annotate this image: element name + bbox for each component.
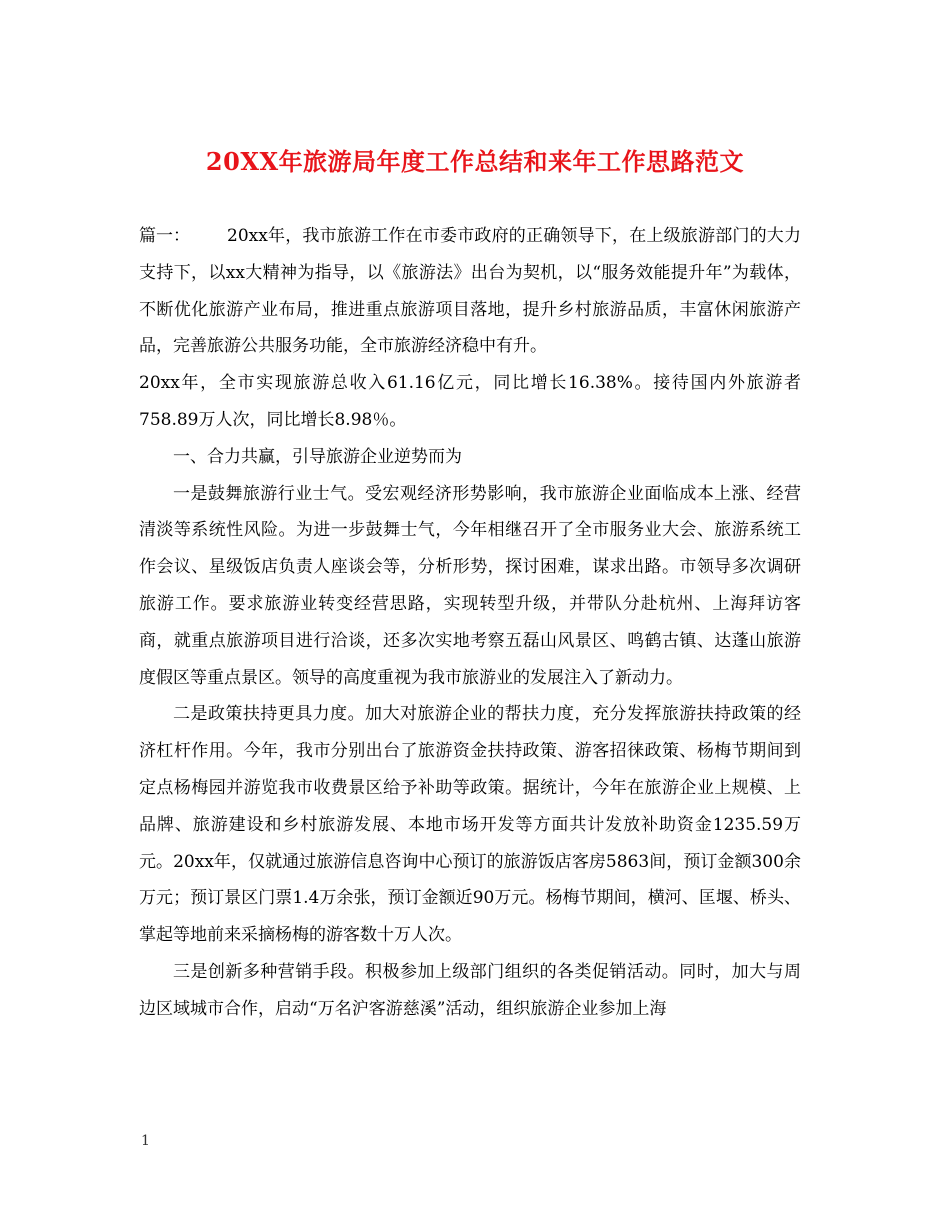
paragraph-5: 三是创新多种营销手段。积极参加上级部门组织的各类促销活动。同时，加大与周边区域城市合作，启动“万名沪客游慈溪”活动，组织旅游企业参加上海 [139, 961, 801, 1019]
paragraph-intro [139, 218, 801, 365]
document-body [139, 218, 801, 1028]
section-heading-1: 一、合力共赢，引导旅游企业逆势而为 [173, 446, 462, 467]
page-number: 1 [141, 1133, 150, 1149]
intro-label: 篇一： [139, 226, 190, 246]
paragraph-4: 二是政策扶持更具力度。加大对旅游企业的帮扶力度，充分发挥旅游扶持政策的经济杠杆作用。今年，我市分别出台了旅游资金扶持政策、游客招徕政策、杨梅节期间到定点杨梅园并游览我市收费景区给予补助等政策。据统计，今年在旅游企业上规模、上品牌、旅游建设和乡村旅游发展、本地市场开发等方面共计发放补助资金1235.59万元。20xx年，仅就通过旅游信息咨询中心预订的旅游饭店客房5863间，预订金额300余万元；预订景区门票1.4万余张，预订金额近90万元。杨梅节期间，横河、匡堰、桥头、掌起等地前来采摘杨梅的游客数十万人次。 [139, 704, 801, 946]
paragraph-2: 20xx年，全市实现旅游总收入61.16亿元，同比增长16.38%。接待国内外旅游者758.89万人次，同比增长8.98％。 [139, 373, 801, 430]
paragraph-1-text: 20xx年，我市旅游工作在市委市政府的正确领导下，在上级旅游部门的大力支持下，以xx大精神为指导，以《旅游法》出台为契机，以“服务效能提升年”为载体，不断优化旅游产业布局，推进重点旅游项目落地，提升乡村旅游品质，丰富休闲旅游产品，完善旅游公共服务功能，全市旅游经济稳中有升。 [139, 226, 801, 357]
document-title: 20XX年旅游局年度工作总结和来年工作思路范文 [205, 147, 745, 176]
paragraph-3: 一是鼓舞旅游行业士气。受宏观经济形势影响，我市旅游企业面临成本上涨、经营清淡等系统性风险。为进一步鼓舞士气，今年相继召开了全市服务业大会、旅游系统工作会议、星级饭店负责人座谈会等，分析形势，探讨困难，谋求出路。市领导多次调研旅游工作。要求旅游业转变经营思路，实现转型升级，并带队分赴杭州、上海拜访客商，就重点旅游项目进行洽谈，还多次实地考察五磊山风景区、鸣鹤古镇、达蓬山旅游度假区等重点景区。领导的高度重视为我市旅游业的发展注入了新动力。 [139, 483, 801, 688]
